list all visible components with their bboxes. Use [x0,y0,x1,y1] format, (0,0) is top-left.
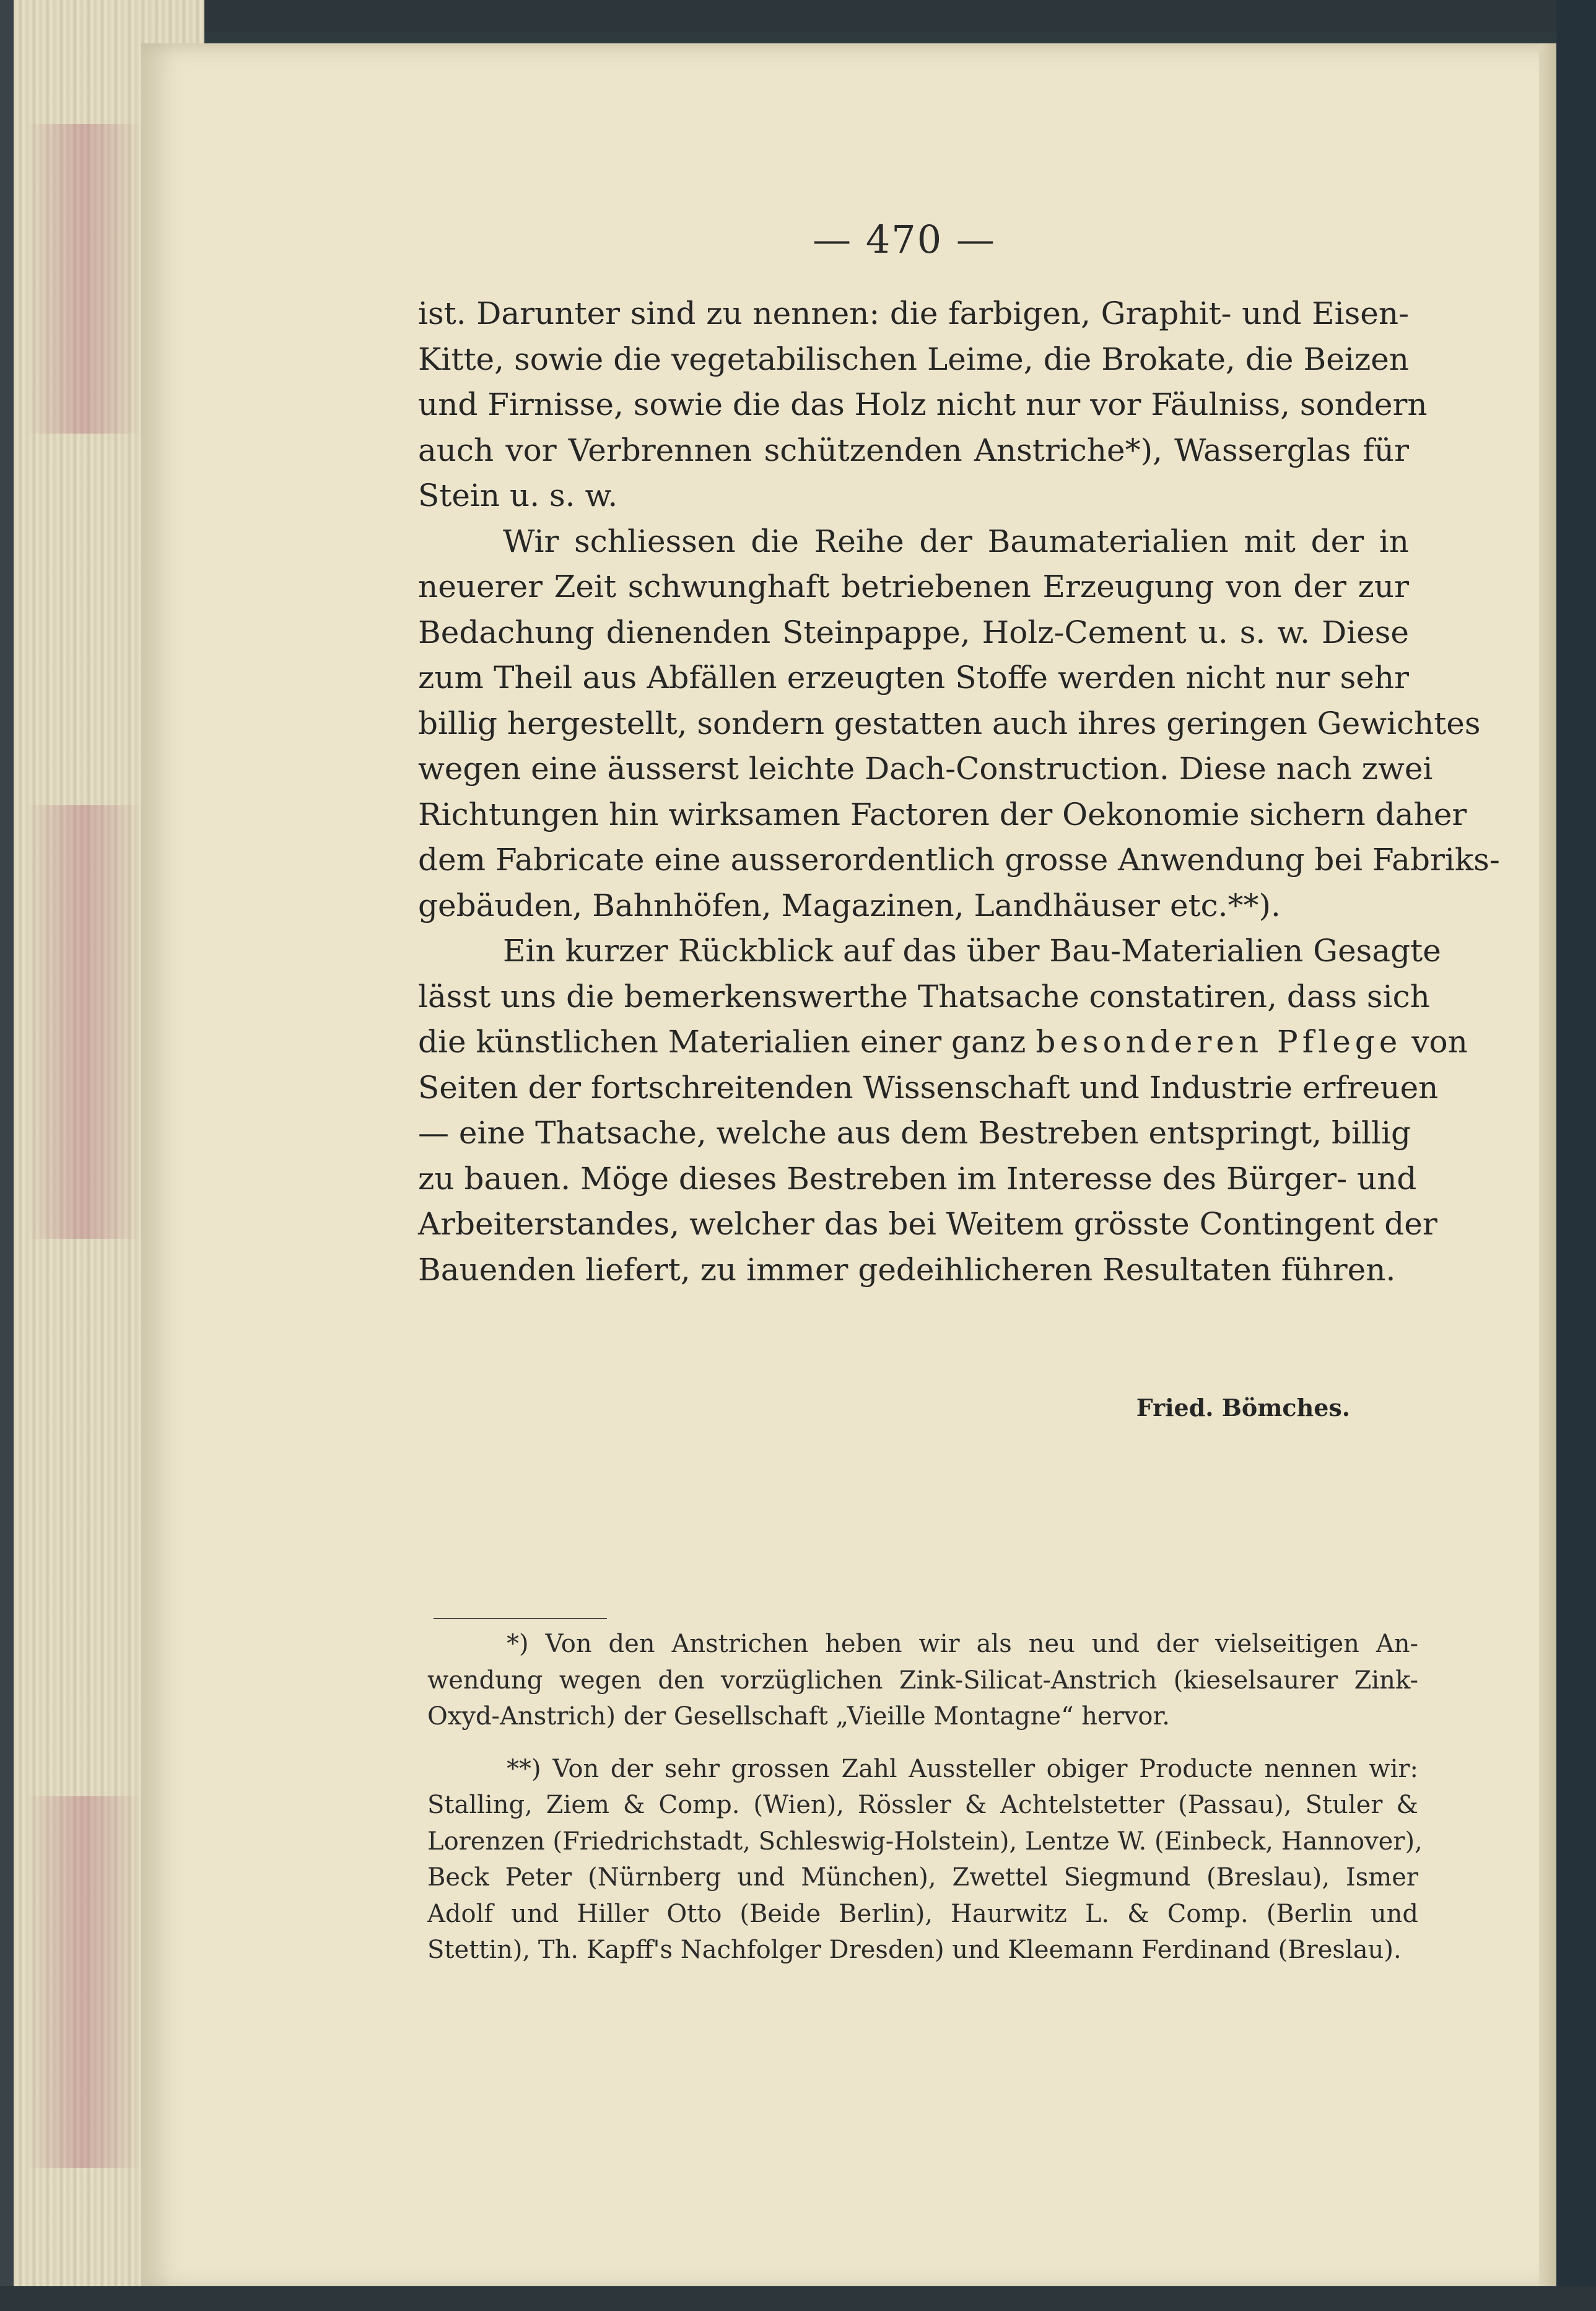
text-line: zum Theil aus Abfällen erzeugten Stoffe werden nicht nur sehr [418,660,1409,696]
text-line: — eine Thatsache, welche aus dem Bestreben entspringt, billig [418,1115,1411,1151]
footnote-divider [434,1618,607,1619]
footnote-line: Stalling, Ziem & Comp. (Wien), Rössler & Achtelstetter (Passau), Stuler & [427,1791,1418,1819]
footnote-spacer [427,1735,1418,1751]
footnote-line: Adolf und Hiller Otto (Beide Berlin), Haurwitz L. & Comp. (Berlin und [427,1899,1418,1928]
text-segment: die künstlichen Materialien einer ganz [418,1024,1026,1060]
text-line: und Firnisse, sowie die das Holz nicht nur vor Fäulniss, sondern [418,387,1428,422]
footnote-line: Beck Peter (Nürnberg und München), Zwettel Siegmund (Breslau), Ismer [427,1863,1418,1892]
text-line: wegen eine äusserst leichte Dach-Construction. Diese nach zwei [418,751,1433,787]
book-cover-top [0,0,1596,32]
text-line: Bauenden liefert, zu immer gedeihlicheren Resultaten führen. [418,1251,1396,1288]
text-line: Ein kurzer Rückblick auf das über Bau-Materialien Gesagte [503,933,1441,969]
book-page-right-edge [1539,43,1556,2292]
text-line: auch vor Verbrennen schützenden Anstriche*), Wasserglas für [418,432,1409,468]
book-cover-bottom [0,2286,1596,2311]
footnote-line: Stettin), Th. Kapff's Nachfolger Dresden) und Kleemann Ferdinand (Breslau). [427,1936,1402,1964]
page-number: — 470 — [813,217,996,262]
text-line: Wir schliessen die Reihe der Baumaterialien mit der in [503,523,1409,559]
text-line: dem Fabricate eine ausserordentlich grosse Anwendung bei Fabriks- [418,842,1500,878]
text-line: Arbeiterstandes, welcher das bei Weitem grösste Contingent der [418,1206,1437,1242]
text-line: billig hergestellt, sondern gestatten auch ihres geringen Gewichtes [418,705,1481,741]
text-line: Richtungen hin wirksamen Factoren der Oekonomie sichern daher [418,796,1467,832]
text-line: Stein u. s. w. [418,478,618,513]
text-line: neuerer Zeit schwunghaft betriebenen Erzeugung von der zur [418,569,1409,605]
text-line: zu bauen. Möge dieses Bestreben im Interesse des Bürger- und [418,1160,1417,1197]
text-line: Bedachung dienenden Steinpappe, Holz-Cement u. s. w. Diese [418,614,1409,650]
text-segment: von [1411,1024,1468,1060]
footnote-line: Oxyd-Anstrich) der Gesellschaft „Vieille Montagne“ hervor. [427,1702,1170,1731]
body-text [418,291,1500,1293]
footnote-line: wendung wegen den vorzüglichen Zink-Silicat-Anstrich (kieselsaurer Zink- [427,1666,1418,1695]
book-cover-right [1556,0,1596,2311]
footnotes [427,1626,1423,1968]
text-line: ist. Darunter sind zu nennen: die farbigen, Graphit- und Eisen- [418,295,1409,331]
text-line-emphasis [418,1020,1468,1065]
spaced-emphasis: besonderen Pflege [1036,1024,1402,1060]
footnote-line: Lorenzen (Friedrichstadt, Schleswig-Holstein), Lentze W. (Einbeck, Hannover), [427,1827,1423,1856]
footnote-line: *) Von den Anstrichen heben wir als neu und der vielseitigen An- [507,1630,1418,1658]
footnote-line: **) Von der sehr grossen Zahl Aussteller obiger Producte nennen wir: [507,1754,1418,1783]
text-line: Kitte, sowie die vegetabilischen Leime, die Brokate, die Beizen [418,341,1409,377]
text-line: lässt uns die bemerkenswerthe Thatsache constatiren, dass sich [418,978,1430,1015]
text-line: gebäuden, Bahnhöfen, Magazinen, Landhäuser etc.**). [418,887,1281,924]
text-line: Seiten der fortschreitenden Wissenschaft und Industrie erfreuen [418,1069,1439,1106]
author-signature: Fried. Bömches. [1136,1394,1350,1422]
book-cover-left [0,0,14,2311]
